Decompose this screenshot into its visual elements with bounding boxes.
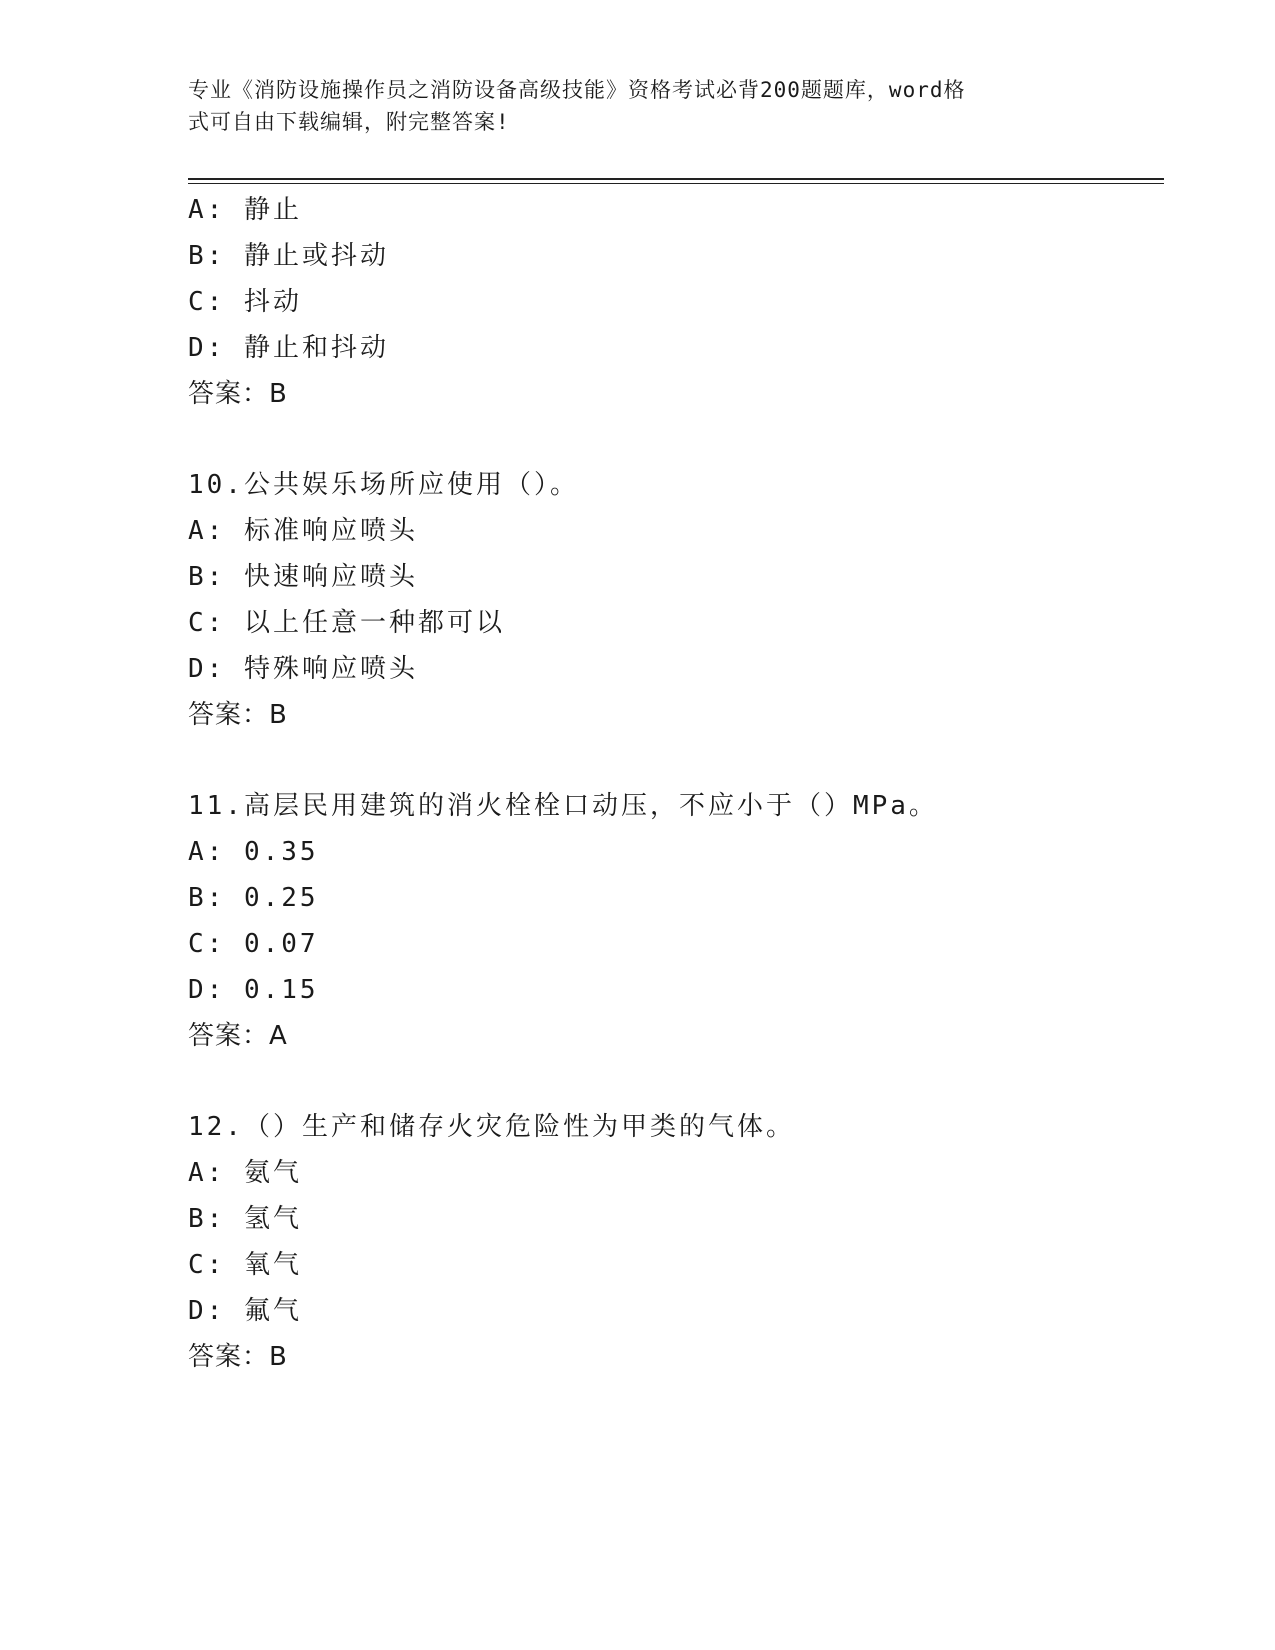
option-d: D: 静止和抖动 bbox=[188, 333, 389, 363]
option-a: A: 标准响应喷头 bbox=[188, 516, 418, 546]
option-b: B: 静止或抖动 bbox=[188, 241, 389, 271]
question-stem: 10.公共娱乐场所应使用（）。 bbox=[188, 470, 579, 500]
question-block bbox=[188, 187, 1148, 417]
option-a: A: 0.35 bbox=[188, 837, 319, 867]
answer-line: 答案：B bbox=[188, 1342, 288, 1372]
option-b: B: 0.25 bbox=[188, 883, 319, 913]
answer-line: 答案：B bbox=[188, 700, 288, 730]
question-block bbox=[188, 462, 1148, 738]
option-d: D: 氟气 bbox=[188, 1296, 302, 1326]
question-block bbox=[188, 783, 1148, 1059]
question-stem: 12.（）生产和储存火灾危险性为甲类的气体。 bbox=[188, 1112, 795, 1142]
question-stem: 11.高层民用建筑的消火栓栓口动压，不应小于（）MPa。 bbox=[188, 791, 938, 821]
answer-line: 答案：A bbox=[188, 1021, 288, 1051]
option-b: B: 快速响应喷头 bbox=[188, 562, 418, 592]
option-d: D: 特殊响应喷头 bbox=[188, 654, 418, 684]
spacer bbox=[188, 1059, 1148, 1104]
header-divider-thin bbox=[188, 183, 1164, 184]
option-d: D: 0.15 bbox=[188, 975, 319, 1005]
question-list bbox=[188, 187, 1148, 1380]
spacer bbox=[188, 738, 1148, 783]
option-b: B: 氢气 bbox=[188, 1204, 302, 1234]
header-divider-thick bbox=[188, 178, 1164, 180]
question-block bbox=[188, 1104, 1148, 1380]
option-a: A: 氨气 bbox=[188, 1158, 302, 1188]
header-title-line2: 式可自由下载编辑，附完整答案! bbox=[188, 110, 510, 134]
answer-line: 答案：B bbox=[188, 379, 288, 409]
option-c: C: 0.07 bbox=[188, 929, 319, 959]
spacer bbox=[188, 417, 1148, 462]
option-c: C: 以上任意一种都可以 bbox=[188, 608, 505, 638]
option-a: A: 静止 bbox=[188, 195, 302, 225]
header-title-line1: 专业《消防设施操作员之消防设备高级技能》资格考试必背200题题库，word格 bbox=[188, 78, 966, 102]
option-c: C: 抖动 bbox=[188, 287, 302, 317]
document-header bbox=[188, 74, 1088, 138]
option-c: C: 氧气 bbox=[188, 1250, 302, 1280]
